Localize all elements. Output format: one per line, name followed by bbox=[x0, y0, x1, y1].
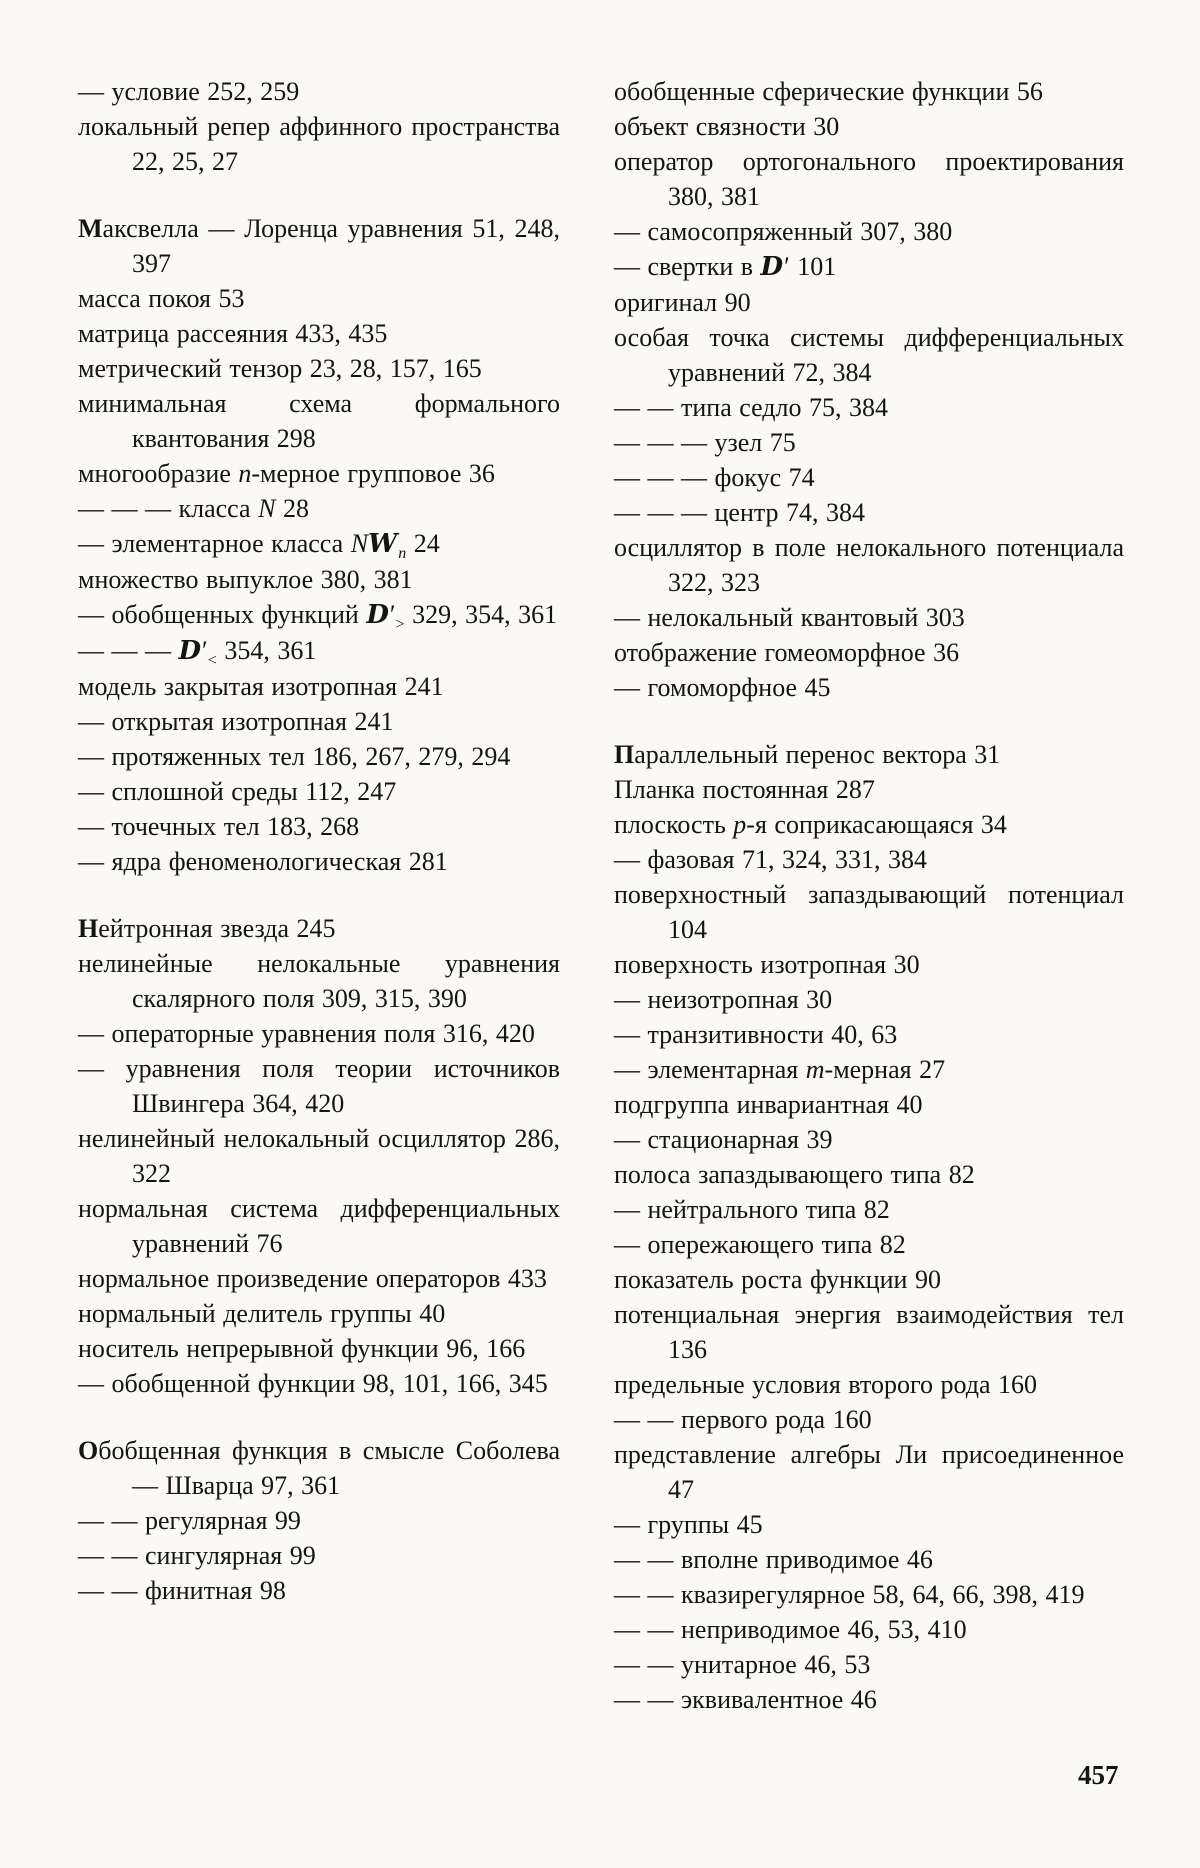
index-entry: — — — класса N 28 bbox=[78, 494, 309, 523]
index-entry: носитель непрерывной функции 96, 166 bbox=[78, 1334, 526, 1363]
index-entry: — обобщенных функций $D'_>$ 329, 354, 361 bbox=[78, 600, 558, 634]
index-entry: — неизотропная 30 bbox=[614, 985, 833, 1014]
index-entry: — — эквивалентное 46 bbox=[614, 1685, 877, 1714]
index-entry: — — регулярная 99 bbox=[78, 1506, 301, 1535]
index-entry: — свертки в D′ 101 bbox=[614, 252, 837, 282]
index-entry: Параллельный перенос вектора 31 bbox=[614, 740, 1001, 769]
index-entry: — стационарная 39 bbox=[614, 1125, 833, 1154]
index-entry: — элементарное класса $NW_n$ 24 bbox=[78, 529, 440, 563]
index-entry: — уравнения поля теории источников Швингера 364, 420 bbox=[78, 1054, 560, 1118]
index-entry: плоскость p-я соприкасающаяся 34 bbox=[614, 810, 1007, 839]
index-column-right bbox=[614, 74, 1124, 1717]
index-entry: — — — центр 74, 384 bbox=[614, 498, 866, 527]
index-entry: Обобщенная функция в смысле Соболева — Шварца 97, 361 bbox=[78, 1436, 560, 1500]
index-entry: — транзитивности 40, 63 bbox=[614, 1020, 898, 1049]
index-entry: локальный репер аффинного пространства 22, 25, 27 bbox=[78, 112, 560, 176]
index-entry: — — финитная 98 bbox=[78, 1576, 286, 1605]
page-number: 457 bbox=[1078, 1760, 1119, 1790]
index-entry: — гомоморфное 45 bbox=[614, 673, 831, 702]
index-entry: масса покоя 53 bbox=[78, 284, 245, 313]
index-entry: — — вполне приводимое 46 bbox=[614, 1545, 933, 1574]
index-entry: обобщенные сферические функции 56 bbox=[614, 77, 1043, 106]
index-entry: нормальное произведение операторов 433 bbox=[78, 1264, 547, 1293]
index-entry: показатель роста функции 90 bbox=[614, 1265, 941, 1294]
index-entry: — самосопряженный 307, 380 bbox=[614, 217, 953, 246]
index-entry: нелинейные нелокальные уравнения скалярного поля 309, 315, 390 bbox=[78, 949, 560, 1013]
index-entry: нормальный делитель группы 40 bbox=[78, 1299, 446, 1328]
index-entry: множество выпуклое 380, 381 bbox=[78, 565, 413, 594]
index-entry: — — — узел 75 bbox=[614, 428, 796, 457]
index-entry: — группы 45 bbox=[614, 1510, 763, 1539]
index-entry: предельные условия второго рода 160 bbox=[614, 1370, 1037, 1399]
index-entry: — — сингулярная 99 bbox=[78, 1541, 316, 1570]
index-entry: — нейтрального типа 82 bbox=[614, 1195, 890, 1224]
index-entry: матрица рассеяния 433, 435 bbox=[78, 319, 388, 348]
index-entry: Нейтронная звезда 245 bbox=[78, 914, 336, 943]
index-entry: поверхностный запаздывающий потенциал 104 bbox=[614, 880, 1124, 944]
index-entry: — обобщенной функции 98, 101, 166, 345 bbox=[78, 1369, 548, 1398]
index-entry: оператор ортогонального проектирования 380, 381 bbox=[614, 147, 1124, 211]
index-entry: — открытая изотропная 241 bbox=[78, 707, 394, 736]
index-entry: Планка постоянная 287 bbox=[614, 775, 875, 804]
index-entry: — элементарная m-мерная 27 bbox=[614, 1055, 946, 1084]
index-entry: — — неприводимое 46, 53, 410 bbox=[614, 1615, 967, 1644]
index-entry: отображение гомеоморфное 36 bbox=[614, 638, 960, 667]
index-entry: — — — фокус 74 bbox=[614, 463, 815, 492]
index-entry: — опережающего типа 82 bbox=[614, 1230, 906, 1259]
index-entry: — — — $D'_<$ 354, 361 bbox=[78, 636, 317, 670]
index-entry: Максвелла — Лоренца уравнения 51, 248, 397 bbox=[78, 214, 560, 278]
index-entry: поверхность изотропная 30 bbox=[614, 950, 920, 979]
index-entry: — — унитарное 46, 53 bbox=[614, 1650, 871, 1679]
index-entry: представление алгебры Ли присоединенное 47 bbox=[614, 1440, 1124, 1504]
index-entry: объект связности 30 bbox=[614, 112, 840, 141]
index-entry: многообразие n-мерное групповое 36 bbox=[78, 459, 495, 488]
index-entry: — нелокальный квантовый 303 bbox=[614, 603, 965, 632]
index-entry: подгруппа инвариантная 40 bbox=[614, 1090, 923, 1119]
index-entry: — — первого рода 160 bbox=[614, 1405, 872, 1434]
index-column-left bbox=[78, 74, 560, 1608]
index-entry: оригинал 90 bbox=[614, 288, 751, 317]
index-entry: полоса запаздывающего типа 82 bbox=[614, 1160, 975, 1189]
index-entry: осциллятор в поле нелокального потенциала 322, 323 bbox=[614, 533, 1124, 597]
index-entry: — — типа седло 75, 384 bbox=[614, 393, 888, 422]
index-entry: — — квазирегулярное 58, 64, 66, 398, 419 bbox=[614, 1580, 1085, 1609]
index-entry: — условие 252, 259 bbox=[78, 77, 300, 106]
index-entry: метрический тензор 23, 28, 157, 165 bbox=[78, 354, 482, 383]
index-entry: — операторные уравнения поля 316, 420 bbox=[78, 1019, 535, 1048]
index-entry: — точечных тел 183, 268 bbox=[78, 812, 360, 841]
index-entry: — фазовая 71, 324, 331, 384 bbox=[614, 845, 927, 874]
index-entry: потенциальная энергия взаимодействия тел 136 bbox=[614, 1300, 1124, 1364]
index-entry: — протяженных тел 186, 267, 279, 294 bbox=[78, 742, 511, 771]
index-entry: — сплошной среды 112, 247 bbox=[78, 777, 397, 806]
index-entry: модель закрытая изотропная 241 bbox=[78, 672, 444, 701]
index-entry: нелинейный нелокальный осциллятор 286, 322 bbox=[78, 1124, 560, 1188]
index-entry: минимальная схема формального квантования 298 bbox=[78, 389, 560, 453]
index-entry: особая точка системы дифференциальных уравнений 72, 384 bbox=[614, 323, 1124, 387]
index-entry: — ядра феноменологическая 281 bbox=[78, 847, 448, 876]
index-entry: нормальная система дифференциальных уравнений 76 bbox=[78, 1194, 560, 1258]
